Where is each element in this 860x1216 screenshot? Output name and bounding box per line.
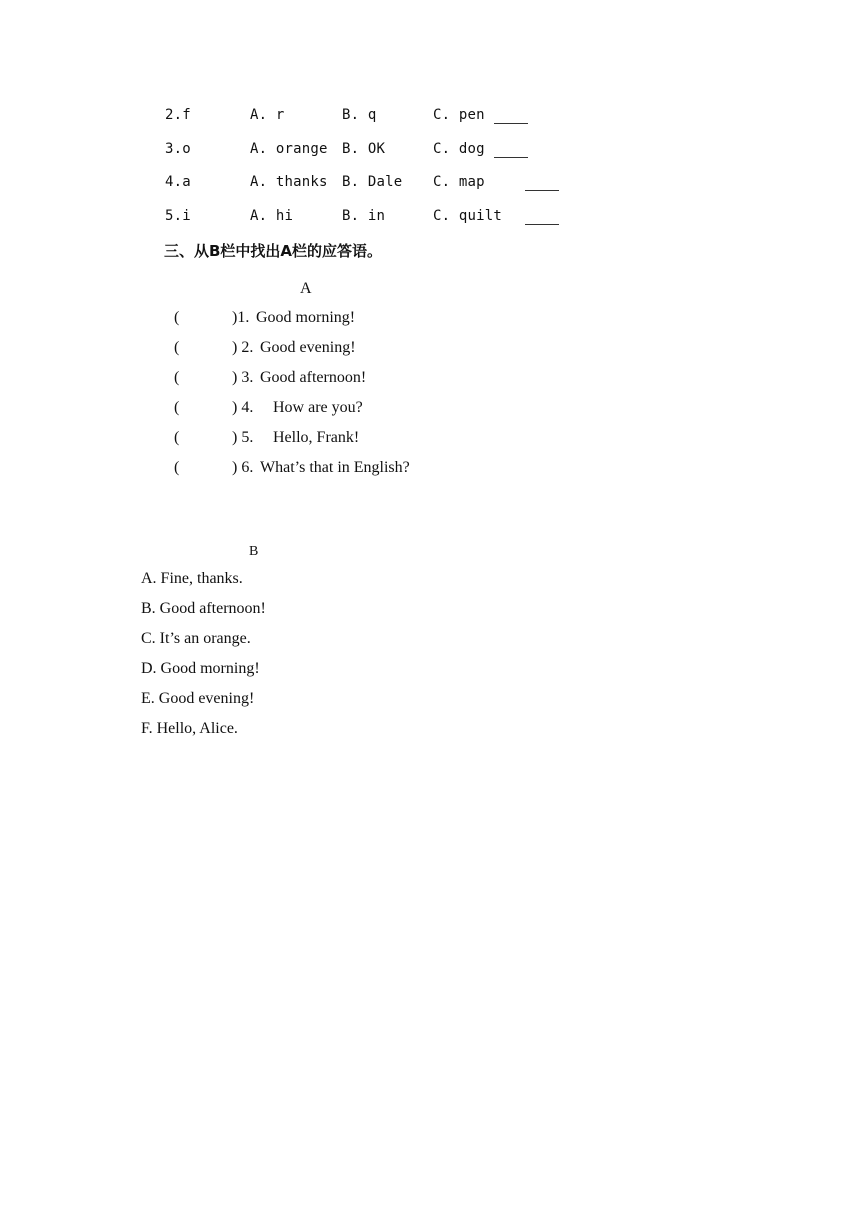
answer-blank[interactable]	[525, 223, 559, 225]
answer-blank[interactable]	[494, 156, 528, 158]
question-number: ) 5.	[232, 429, 254, 446]
option-b: B. OK	[342, 141, 386, 157]
question-row	[0, 459, 860, 479]
answer-option: B. Good afternoon!	[141, 600, 266, 617]
answer-option: E. Good evening!	[141, 690, 255, 707]
question-row	[0, 399, 860, 419]
question-number: ) 2.	[232, 339, 254, 356]
option-a: A. orange	[250, 141, 328, 157]
question-row	[0, 369, 860, 389]
answer-blank[interactable]	[525, 189, 559, 191]
answer-paren-open[interactable]: (	[174, 459, 180, 476]
option-c: C. map	[433, 174, 485, 190]
choice-row	[0, 208, 860, 228]
option-a: A. r	[250, 107, 285, 123]
item-number: 5.i	[165, 208, 191, 224]
option-b: B. in	[342, 208, 386, 224]
option-a: A. thanks	[250, 174, 328, 190]
option-c: C. dog	[433, 141, 485, 157]
question-number: )1.	[232, 309, 250, 326]
option-b: B. Dale	[342, 174, 403, 190]
option-c: C. pen	[433, 107, 485, 123]
section-heading: 三、从B栏中找出A栏的应答语。	[164, 242, 383, 260]
answer-paren-open[interactable]: (	[174, 399, 180, 416]
question-text: How are you?	[273, 399, 363, 416]
answer-blank[interactable]	[494, 122, 528, 124]
item-number: 2.f	[165, 107, 191, 123]
answer-option: A. Fine, thanks.	[141, 570, 243, 587]
question-row	[0, 339, 860, 359]
question-text: Good evening!	[260, 339, 356, 356]
item-number: 3.o	[165, 141, 191, 157]
column-a-label: A	[300, 280, 312, 297]
item-number: 4.a	[165, 174, 191, 190]
question-text: What’s that in English?	[260, 459, 410, 476]
question-text: Good afternoon!	[260, 369, 367, 386]
answer-paren-open[interactable]: (	[174, 309, 180, 326]
question-number: ) 3.	[232, 369, 254, 386]
column-b-label: B	[249, 544, 259, 559]
answer-paren-open[interactable]: (	[174, 429, 180, 446]
question-text: Good morning!	[256, 309, 356, 326]
option-a: A. hi	[250, 208, 294, 224]
choice-row	[0, 141, 860, 161]
answer-option: F. Hello, Alice.	[141, 720, 238, 737]
answer-option: D. Good morning!	[141, 660, 260, 677]
question-number: ) 6.	[232, 459, 254, 476]
answer-paren-open[interactable]: (	[174, 369, 180, 386]
choice-row	[0, 107, 860, 127]
option-b: B. q	[342, 107, 377, 123]
question-number: ) 4.	[232, 399, 254, 416]
answer-paren-open[interactable]: (	[174, 339, 180, 356]
choice-row	[0, 174, 860, 194]
question-text: Hello, Frank!	[273, 429, 360, 446]
question-row	[0, 309, 860, 329]
answer-option: C. It’s an orange.	[141, 630, 251, 647]
option-c: C. quilt	[433, 208, 503, 224]
question-row	[0, 429, 860, 449]
